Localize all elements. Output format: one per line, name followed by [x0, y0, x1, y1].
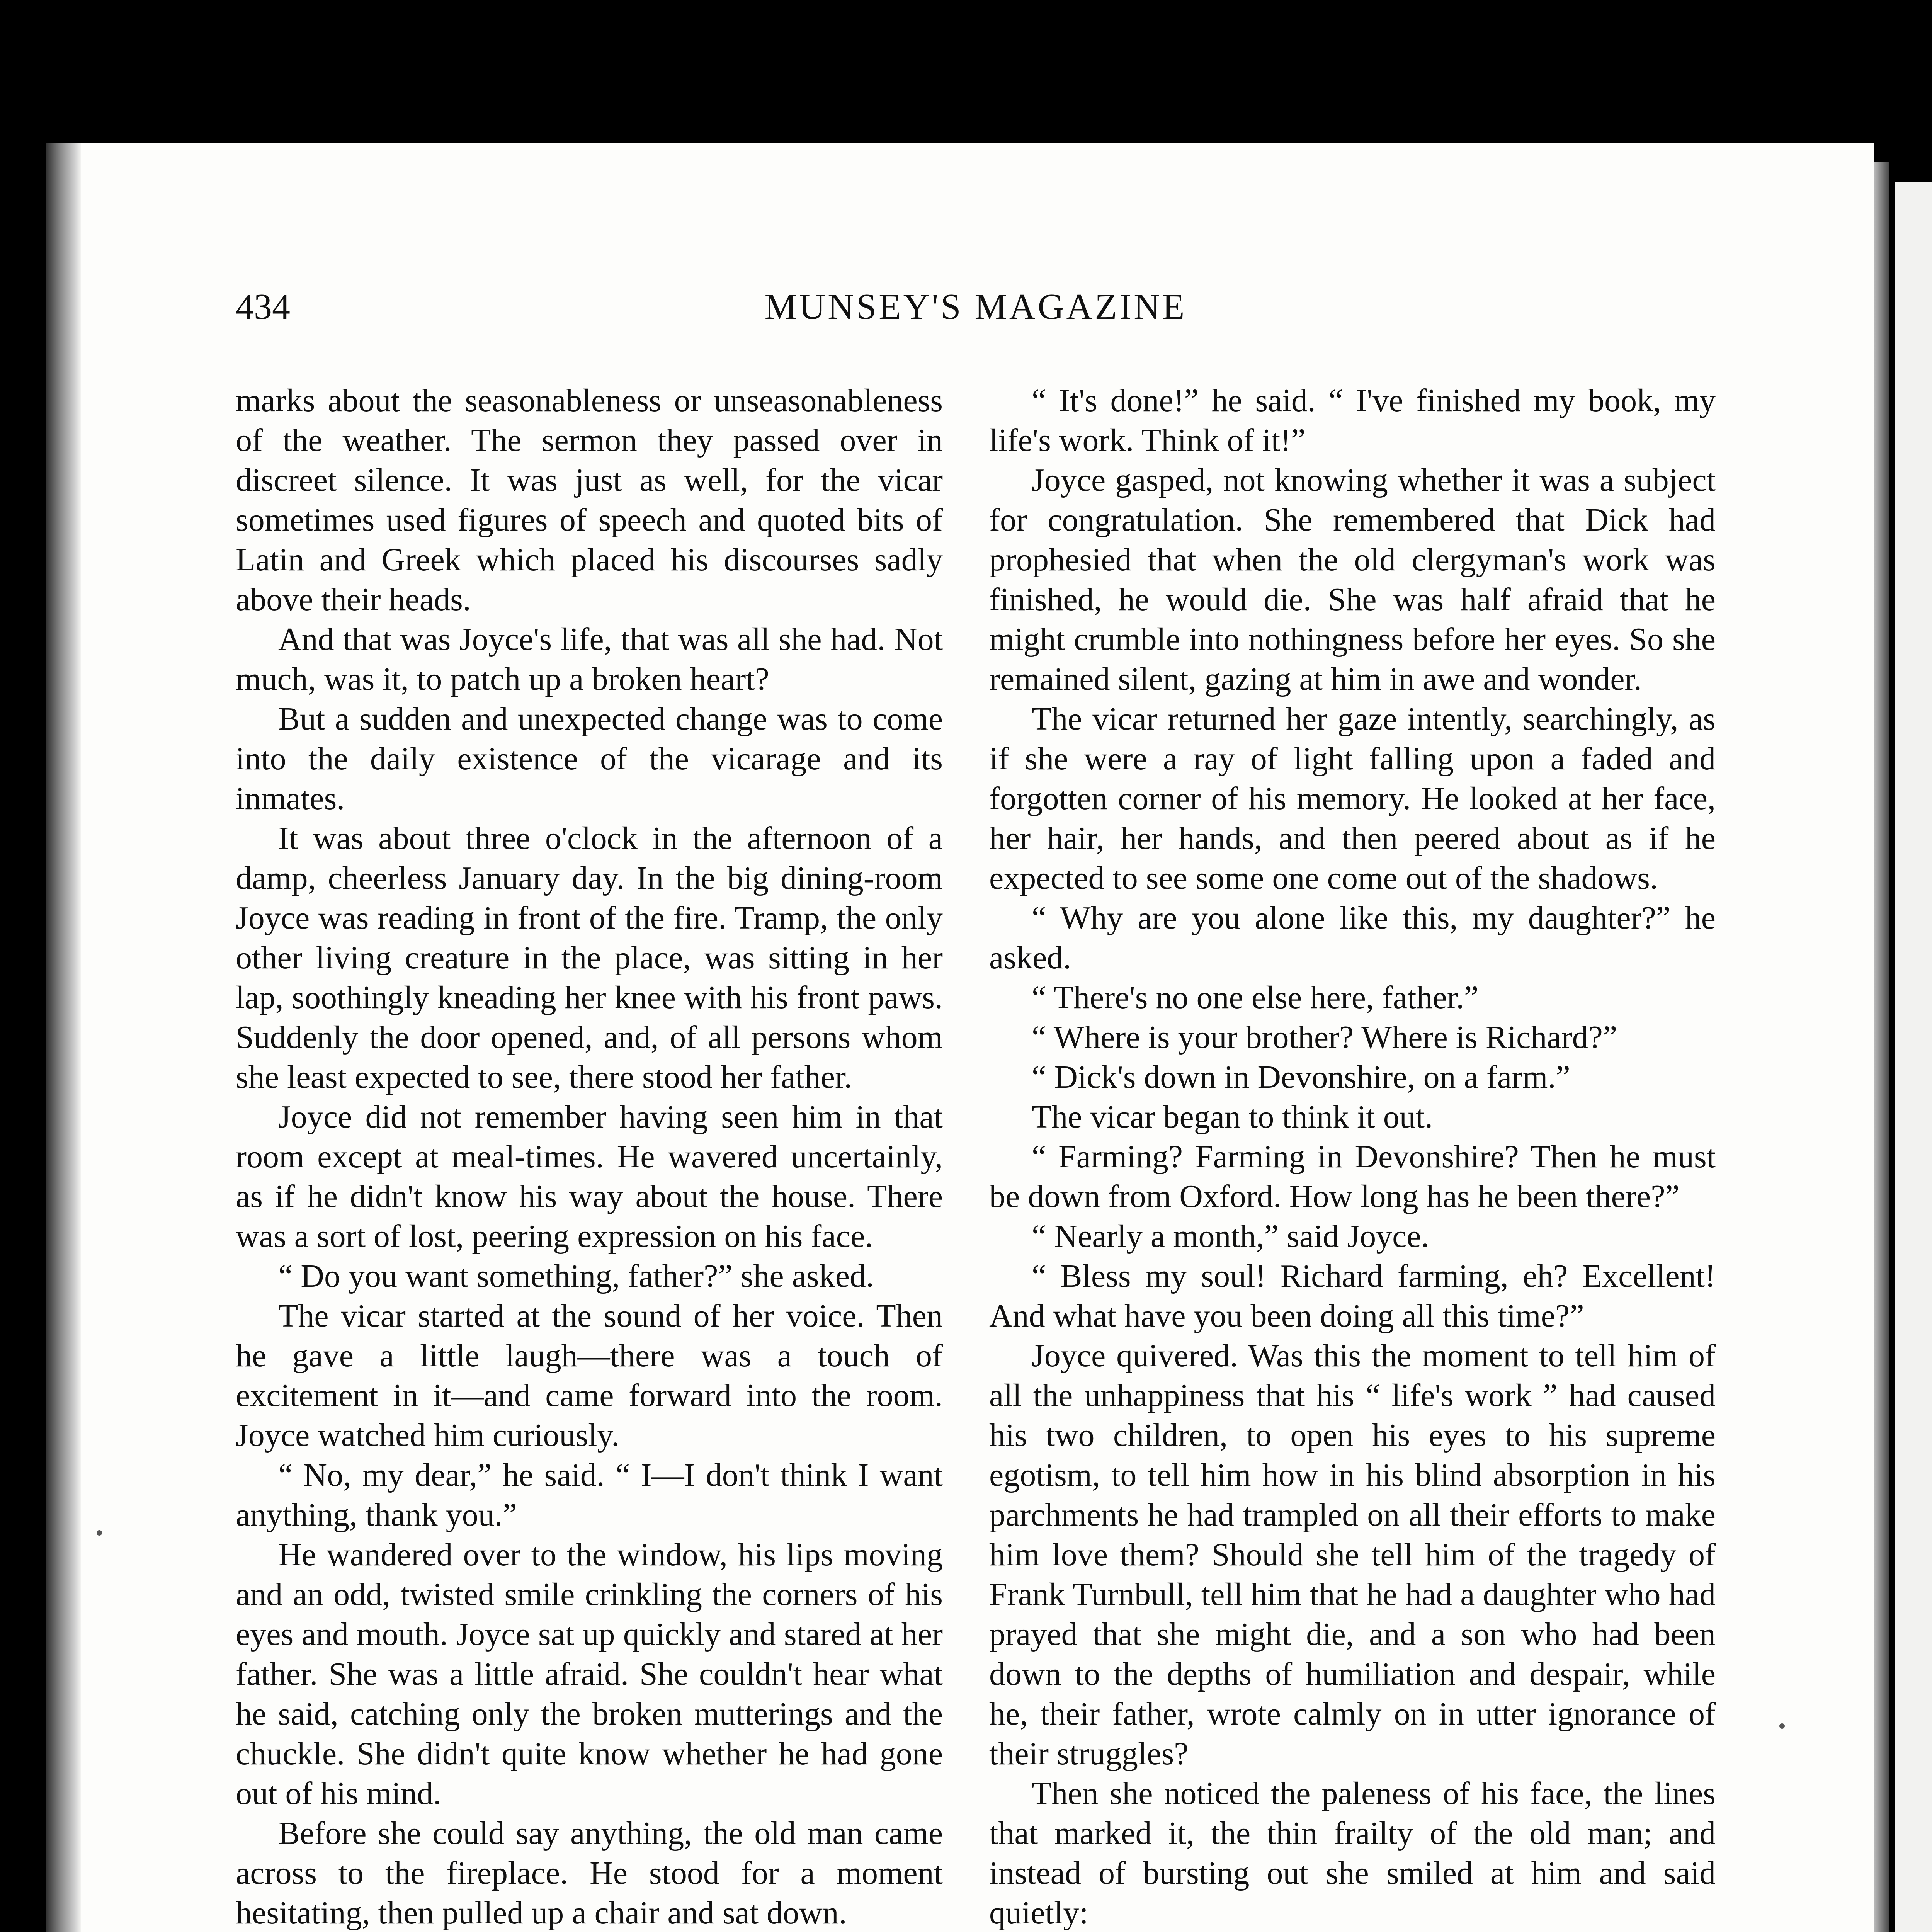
paragraph: “ Nearly a month,” said Joyce. — [1032, 1218, 1429, 1254]
scan-speck — [1779, 1723, 1785, 1729]
paragraph: “ It's done!” he said. “ I've finished my book, my life's work. Think of it!” — [989, 383, 1716, 458]
paragraph: “ Do you want something, father?” she asked. — [278, 1258, 874, 1294]
paragraph: Joyce quivered. Was this the moment to tell him of all the unhappiness that his “ life's work ” had caused his two children, to open his eyes to his supreme egotism, to tell him how in his blind absorption in his parchments he had trampled on all their efforts to make him love them? Should she tell him of the tragedy of Frank Turnbull, tell him that he had a daughter who had prayed that she might die, and a son who had been down to the depths of humiliation and despair, while he, their father, wrote calmly on in utter ignorance of their struggles? — [989, 1338, 1716, 1772]
scan-speck — [97, 1530, 102, 1536]
paragraph: “ No, my dear,” he said. “ I—I don't think I want anything, thank you.” — [236, 1457, 943, 1533]
paragraph: “ There's no one else here, father.” — [1032, 980, 1479, 1015]
page-header — [236, 286, 1716, 336]
page-number: 434 — [236, 287, 290, 327]
paragraph: “ Bless my soul! Richard farming, eh? Excellent! And what have you been doing all this time?” — [989, 1258, 1716, 1334]
paragraph: It was about three o'clock in the afternoon of a damp, cheerless January day. In the big dining-room Joyce was reading in front of the fire. Tramp, the only other living creature in the place, was sitting in her lap, soothingly kneading her knee with his front paws. Suddenly the door opened, and, of all persons whom she least expected to see, there stood her father. — [236, 820, 943, 1095]
paragraph: “ Dick's down in Devonshire, on a farm.” — [1032, 1059, 1570, 1095]
page-edge-shadow — [1874, 162, 1889, 1932]
paragraph: “ Where is your brother? Where is Richard?” — [1032, 1019, 1617, 1055]
paragraph: The vicar returned her gaze intently, searchingly, as if she were a ray of light falling upon a faded and forgotten corner of his memory. He looked at her face, her hair, her hands, and then peered about as if he expected to see some one come out of the shadows. — [989, 701, 1716, 896]
paragraph: The vicar started at the sound of her voice. Then he gave a little laugh—there was a touch of excitement in it—and came forward into the room. Joyce watched him curiously. — [236, 1298, 943, 1453]
paragraph: The vicar began to think it out. — [1032, 1099, 1433, 1135]
paragraph: Then she noticed the paleness of his face, the lines that marked it, the thin frailty of the old man; and instead of bursting out she smiled at him and said quietly: — [989, 1776, 1716, 1931]
running-title: MUNSEY'S MAGAZINE — [764, 287, 1187, 327]
page-binding-shadow — [46, 143, 81, 1932]
paragraph: “ Why are you alone like this, my daughter?” he asked. — [989, 900, 1716, 976]
paragraph: And that was Joyce's life, that was all she had. Not much, was it, to patch up a broken heart? — [236, 621, 943, 697]
paragraph: Joyce did not remember having seen him in that room except at meal-times. He wavered uncertainly, as if he didn't know his way about the house. There was a sort of lost, peering expression on his face. — [236, 1099, 943, 1254]
paragraph: Before she could say anything, the old man came across to the fireplace. He stood for a moment hesitating, then pulled up a chair and sat down. — [236, 1815, 943, 1931]
facing-page-strip — [1895, 182, 1932, 1932]
paragraph: Joyce gasped, not knowing whether it was a subject for congratulation. She remembered that Dick had prophesied that when the old clergyman's work was finished, he would die. She was half afraid that he might crumble into nothingness before her eyes. So she remained silent, gazing at him in awe and wonder. — [989, 462, 1716, 697]
paragraph: He wandered over to the window, his lips moving and an odd, twisted smile crinkling the corners of his eyes and mouth. Joyce sat up quickly and stared at her father. She was a little afraid. She couldn't hear what he said, catching only the broken mutterings and the chuckle. She didn't quite know whether he had gone out of his mind. — [236, 1537, 943, 1811]
left-column — [236, 381, 943, 1932]
paragraph: “ Farming? Farming in Devonshire? Then he must be down from Oxford. How long has he been there?” — [989, 1139, 1716, 1214]
paragraph: marks about the seasonableness or unseasonableness of the weather. The sermon they passed over in discreet silence. It was just as well, for the vicar sometimes used figures of speech and quoted bits of Latin and Greek which placed his discourses sadly above their heads. — [236, 383, 943, 617]
right-column — [989, 381, 1716, 1932]
paragraph: But a sudden and unexpected change was to come into the daily existence of the vicarage and its inmates. — [236, 701, 943, 816]
